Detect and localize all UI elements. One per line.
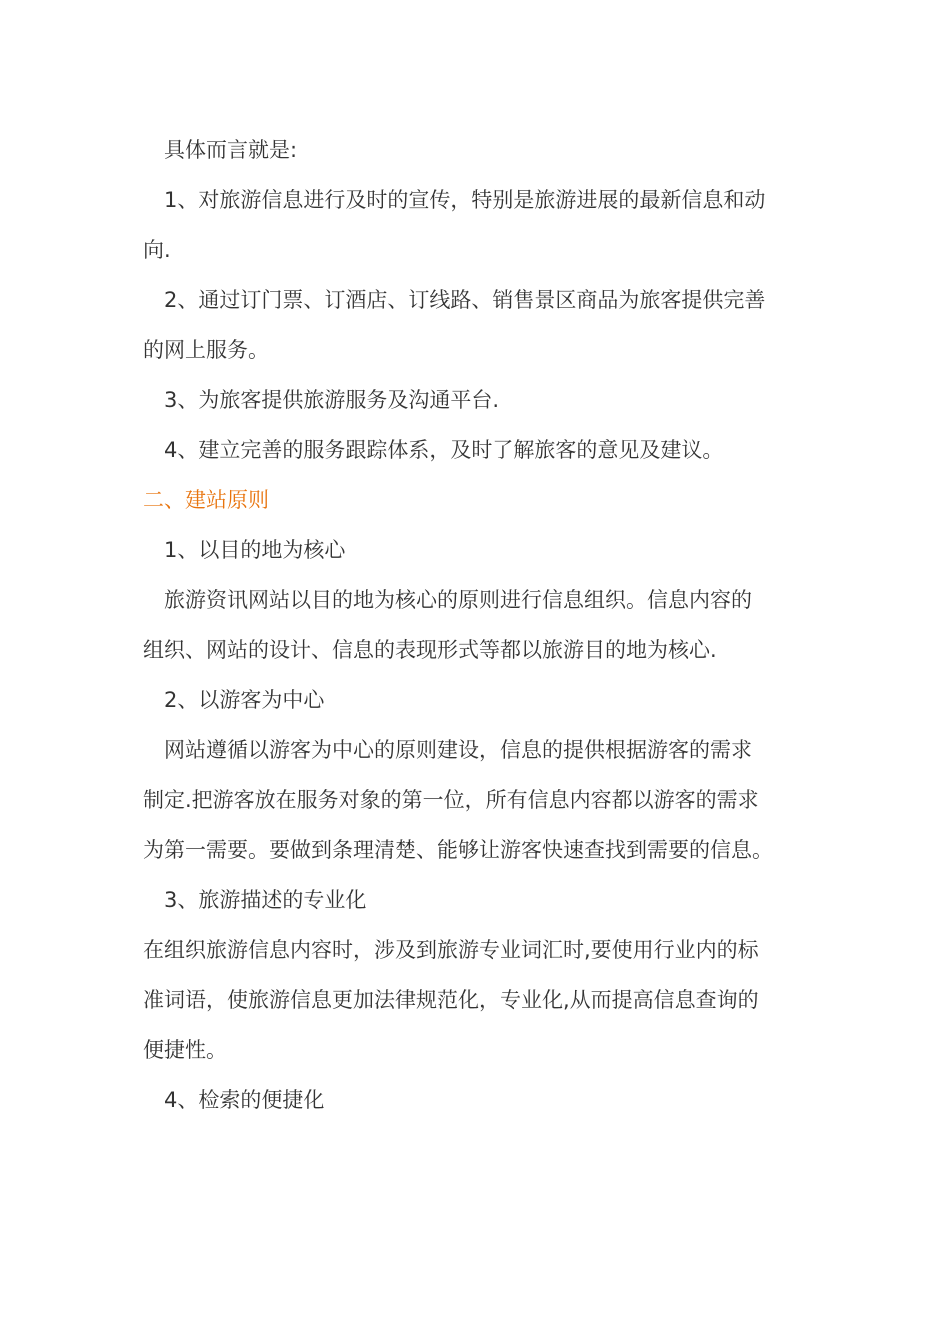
principle-2-body-line-2: 制定.把游客放在服务对象的第一位，所有信息内容都以游客的需求 bbox=[143, 788, 759, 812]
section-heading: 二、建站原则 bbox=[143, 488, 269, 512]
list-item-3: 3、为旅客提供旅游服务及沟通平台. bbox=[164, 388, 500, 412]
list-item-1-line-2: 向. bbox=[143, 238, 171, 262]
list-item-4: 4、建立完善的服务跟踪体系，及时了解旅客的意见及建议。 bbox=[164, 438, 724, 462]
principle-1-title: 1、以目的地为核心 bbox=[164, 538, 346, 562]
principle-1-body-line-2: 组织、网站的设计、信息的表现形式等都以旅游目的地为核心. bbox=[143, 638, 717, 662]
principle-1-body-line-1: 旅游资讯网站以目的地为核心的原则进行信息组织。信息内容的 bbox=[164, 588, 752, 612]
principle-2-body-line-3: 为第一需要。要做到条理清楚、能够让游客快速查找到需要的信息。 bbox=[143, 838, 773, 862]
list-item-2-line-1: 2、通过订门票、订酒店、订线路、销售景区商品为旅客提供完善 bbox=[164, 288, 766, 312]
principle-3-body-line-2: 准词语，使旅游信息更加法律规范化，专业化,从而提高信息查询的 bbox=[143, 988, 759, 1012]
list-item-1-line-1: 1、对旅游信息进行及时的宣传，特别是旅游进展的最新信息和动 bbox=[164, 188, 766, 212]
principle-3-body-line-3: 便捷性。 bbox=[143, 1038, 227, 1062]
principle-4-title: 4、检索的便捷化 bbox=[164, 1088, 325, 1112]
principle-3-title: 3、旅游描述的专业化 bbox=[164, 888, 367, 912]
intro-line: 具体而言就是: bbox=[164, 138, 298, 162]
list-item-2-line-2: 的网上服务。 bbox=[143, 338, 269, 362]
principle-2-title: 2、以游客为中心 bbox=[164, 688, 325, 712]
principle-2-body-line-1: 网站遵循以游客为中心的原则建设，信息的提供根据游客的需求 bbox=[164, 738, 752, 762]
document-page bbox=[143, 125, 808, 1125]
principle-3-body-line-1: 在组织旅游信息内容时，涉及到旅游专业词汇时,要使用行业内的标 bbox=[143, 938, 759, 962]
